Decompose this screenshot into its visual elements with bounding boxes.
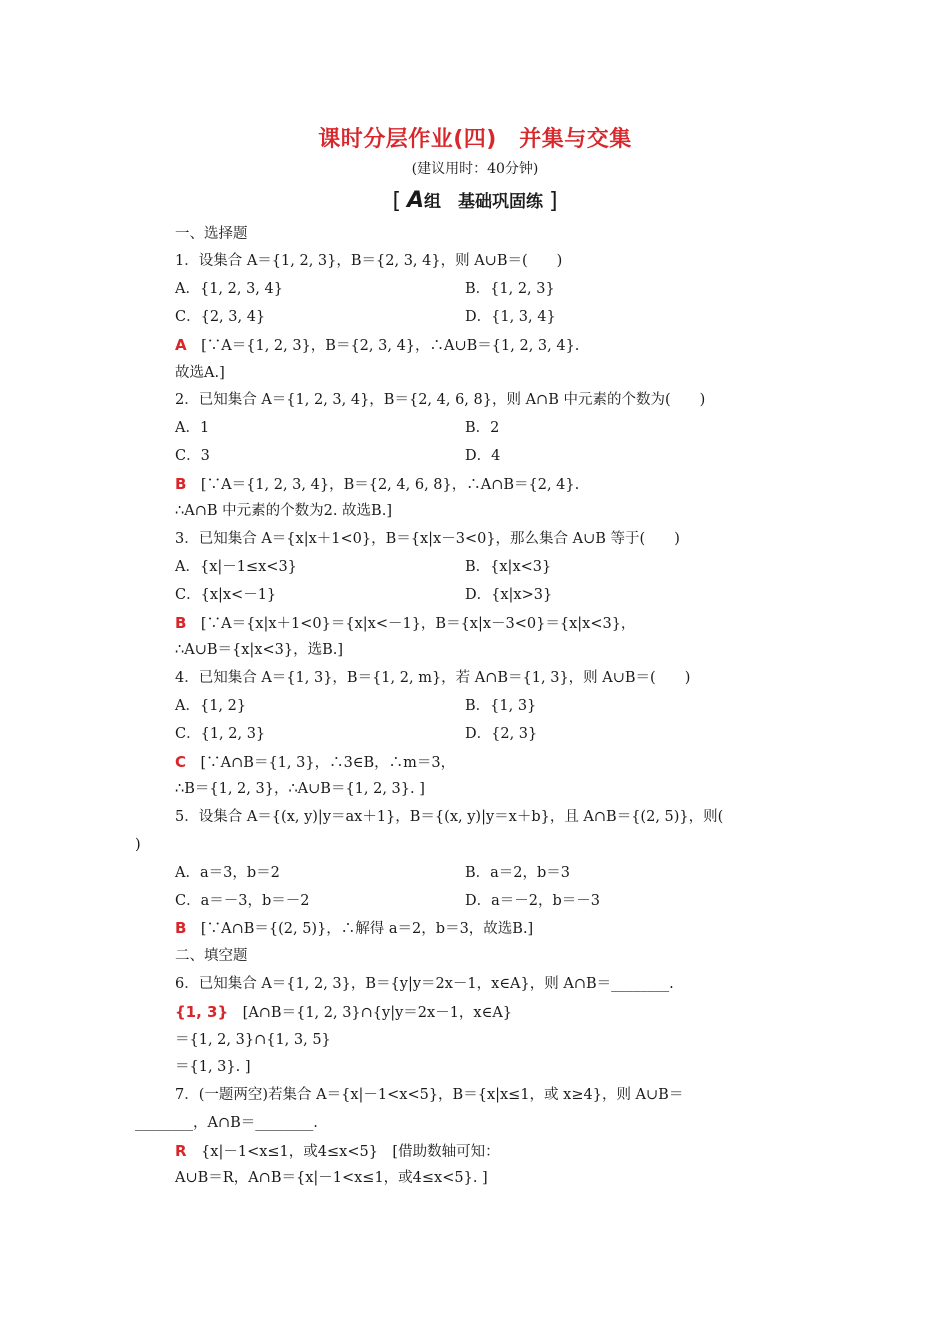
- line-text: 6．已知集合 A＝{1, 2, 3}，B＝{y|y＝2x－1，x∈A}，则 A∩B＝________.: [175, 976, 674, 992]
- answer-key: C: [175, 753, 187, 771]
- option-text: B．{1, 2, 3}: [465, 281, 555, 297]
- option-text: A．a＝3，b＝2: [175, 865, 280, 881]
- answer-key: B: [175, 919, 187, 937]
- line-text: [∵A∩B＝{(2, 5)}，∴解得 a＝2，b＝3，故选B.]: [186, 921, 534, 937]
- option-text: C．{2, 3, 4}: [175, 309, 266, 325]
- section-heading: [175, 946, 248, 966]
- line-text: 7．(一题两空)若集合 A＝{x|－1<x<5}，B＝{x|x≤1，或 x≥4}，则 A∪B＝: [175, 1087, 684, 1103]
- option-text: B．{x|x<3}: [465, 559, 552, 575]
- line-text: [∵A∩B＝{1, 3}，∴3∈B，∴m＝3，: [186, 755, 456, 771]
- line-text: 一、选择题: [175, 226, 248, 242]
- text-line: [175, 529, 680, 549]
- line-text: ∴A∪B＝{x|x<3}，选B.]: [175, 642, 343, 658]
- line-text: [∵A＝{x|x＋1<0}＝{x|x<－1}，B＝{x|x－3<0}＝{x|x<3}，: [186, 616, 636, 632]
- option-text: B．{1, 3}: [465, 698, 537, 714]
- page-title: 课时分层作业(四) 并集与交集: [318, 127, 632, 152]
- text-line: [175, 1030, 331, 1050]
- text-line: [175, 501, 392, 521]
- line-text: [A∩B＝{1, 2, 3}∩{y|y＝2x－1，x∈A}: [228, 1005, 513, 1021]
- option-text: C．{1, 2, 3}: [175, 726, 266, 742]
- option-text: A．{1, 2, 3, 4}: [175, 281, 283, 297]
- text-line: [175, 251, 562, 271]
- answer-key: A: [175, 336, 187, 354]
- line-text: 故选A.]: [175, 365, 225, 381]
- option-text: C．3: [175, 448, 210, 464]
- answer-key: B: [175, 614, 187, 632]
- line-text: 2．已知集合 A＝{1, 2, 3, 4}，B＝{2, 4, 6, 8}，则 A∩B 中元素的个数为( ): [175, 392, 706, 408]
- line-text: ∴B＝{1, 2, 3}，∴A∪B＝{1, 2, 3}. ]: [175, 781, 425, 797]
- text-line: [175, 974, 674, 994]
- answer-line: [175, 752, 455, 773]
- answer-key: {1, 3}: [175, 1003, 229, 1021]
- text-line: [175, 807, 723, 827]
- text-line: [135, 835, 141, 855]
- text-line: [175, 390, 705, 410]
- answer-key: B: [175, 475, 187, 493]
- option-text: D．a＝－2，b＝－3: [465, 893, 601, 909]
- line-text: A∪B＝R，A∩B＝{x|－1<x≤1，或4≤x<5}. ]: [175, 1170, 488, 1186]
- line-text: ＝{1, 3}. ]: [175, 1059, 251, 1075]
- line-text: ): [135, 837, 141, 853]
- text-line: [175, 1085, 683, 1105]
- text-line: [135, 1113, 318, 1133]
- group-label: 组 基础巩固练: [424, 192, 544, 212]
- group-heading: [0, 187, 950, 214]
- line-text: ∴A∩B 中元素的个数为2. 故选B.]: [175, 503, 392, 519]
- line-text: [∵A＝{1, 2, 3}，B＝{2, 3, 4}，∴A∪B＝{1, 2, 3, 4}.: [186, 338, 580, 354]
- answer-line: [175, 1141, 500, 1162]
- group-letter: A: [406, 188, 425, 213]
- option-text: D．4: [465, 448, 501, 464]
- answer-line: [175, 613, 635, 634]
- text-line: [175, 779, 425, 799]
- text-line: [175, 1168, 488, 1188]
- option-text: B．2: [465, 420, 500, 436]
- line-text: 1．设集合 A＝{1, 2, 3}，B＝{2, 3, 4}，则 A∪B＝( ): [175, 253, 563, 269]
- line-text: 3．已知集合 A＝{x|x＋1<0}，B＝{x|x－3<0}，那么集合 A∪B 等于( ): [175, 531, 680, 547]
- option-text: D．{2, 3}: [465, 726, 538, 742]
- answer-line: [175, 1002, 512, 1023]
- suggested-time: (建议用时：40分钟): [411, 161, 539, 177]
- line-text: ________，A∩B＝________.: [135, 1115, 318, 1131]
- group-bracket-open: [: [392, 189, 402, 214]
- option-text: C．{x|x<－1}: [175, 587, 277, 603]
- text-line: [175, 668, 690, 688]
- section-heading: [175, 224, 248, 244]
- option-text: A．{x|－1≤x<3}: [175, 559, 297, 575]
- answer-line: [175, 918, 533, 939]
- line-text: {x|－1<x≤1，或4≤x<5} [借助数轴可知：: [186, 1144, 500, 1160]
- answer-line: [175, 335, 579, 356]
- group-bracket-close: ]: [548, 189, 558, 214]
- option-text: A．1: [175, 420, 210, 436]
- answer-line: [175, 474, 579, 495]
- line-text: ＝{1, 2, 3}∩{1, 3, 5}: [175, 1032, 331, 1048]
- option-text: B．a＝2，b＝3: [465, 865, 571, 881]
- line-text: 4．已知集合 A＝{1, 3}，B＝{1, 2, m}，若 A∩B＝{1, 3}，则 A∪B＝( ): [175, 670, 691, 686]
- option-text: A．{1, 2}: [175, 698, 247, 714]
- option-text: D．{1, 3, 4}: [465, 309, 556, 325]
- line-text: 5．设集合 A＝{(x, y)|y＝ax＋1}，B＝{(x, y)|y＝x＋b}，且 A∩B＝{(2, 5)}，则(: [175, 809, 724, 825]
- text-line: [175, 1057, 251, 1077]
- line-text: 二、填空题: [175, 948, 248, 964]
- option-text: C．a＝－3，b＝－2: [175, 893, 310, 909]
- answer-key: R: [175, 1142, 187, 1160]
- text-line: [175, 363, 225, 383]
- option-text: D．{x|x>3}: [465, 587, 553, 603]
- text-line: [175, 640, 343, 660]
- line-text: [∵A＝{1, 2, 3, 4}，B＝{2, 4, 6, 8}，∴A∩B＝{2, 4}.: [186, 477, 580, 493]
